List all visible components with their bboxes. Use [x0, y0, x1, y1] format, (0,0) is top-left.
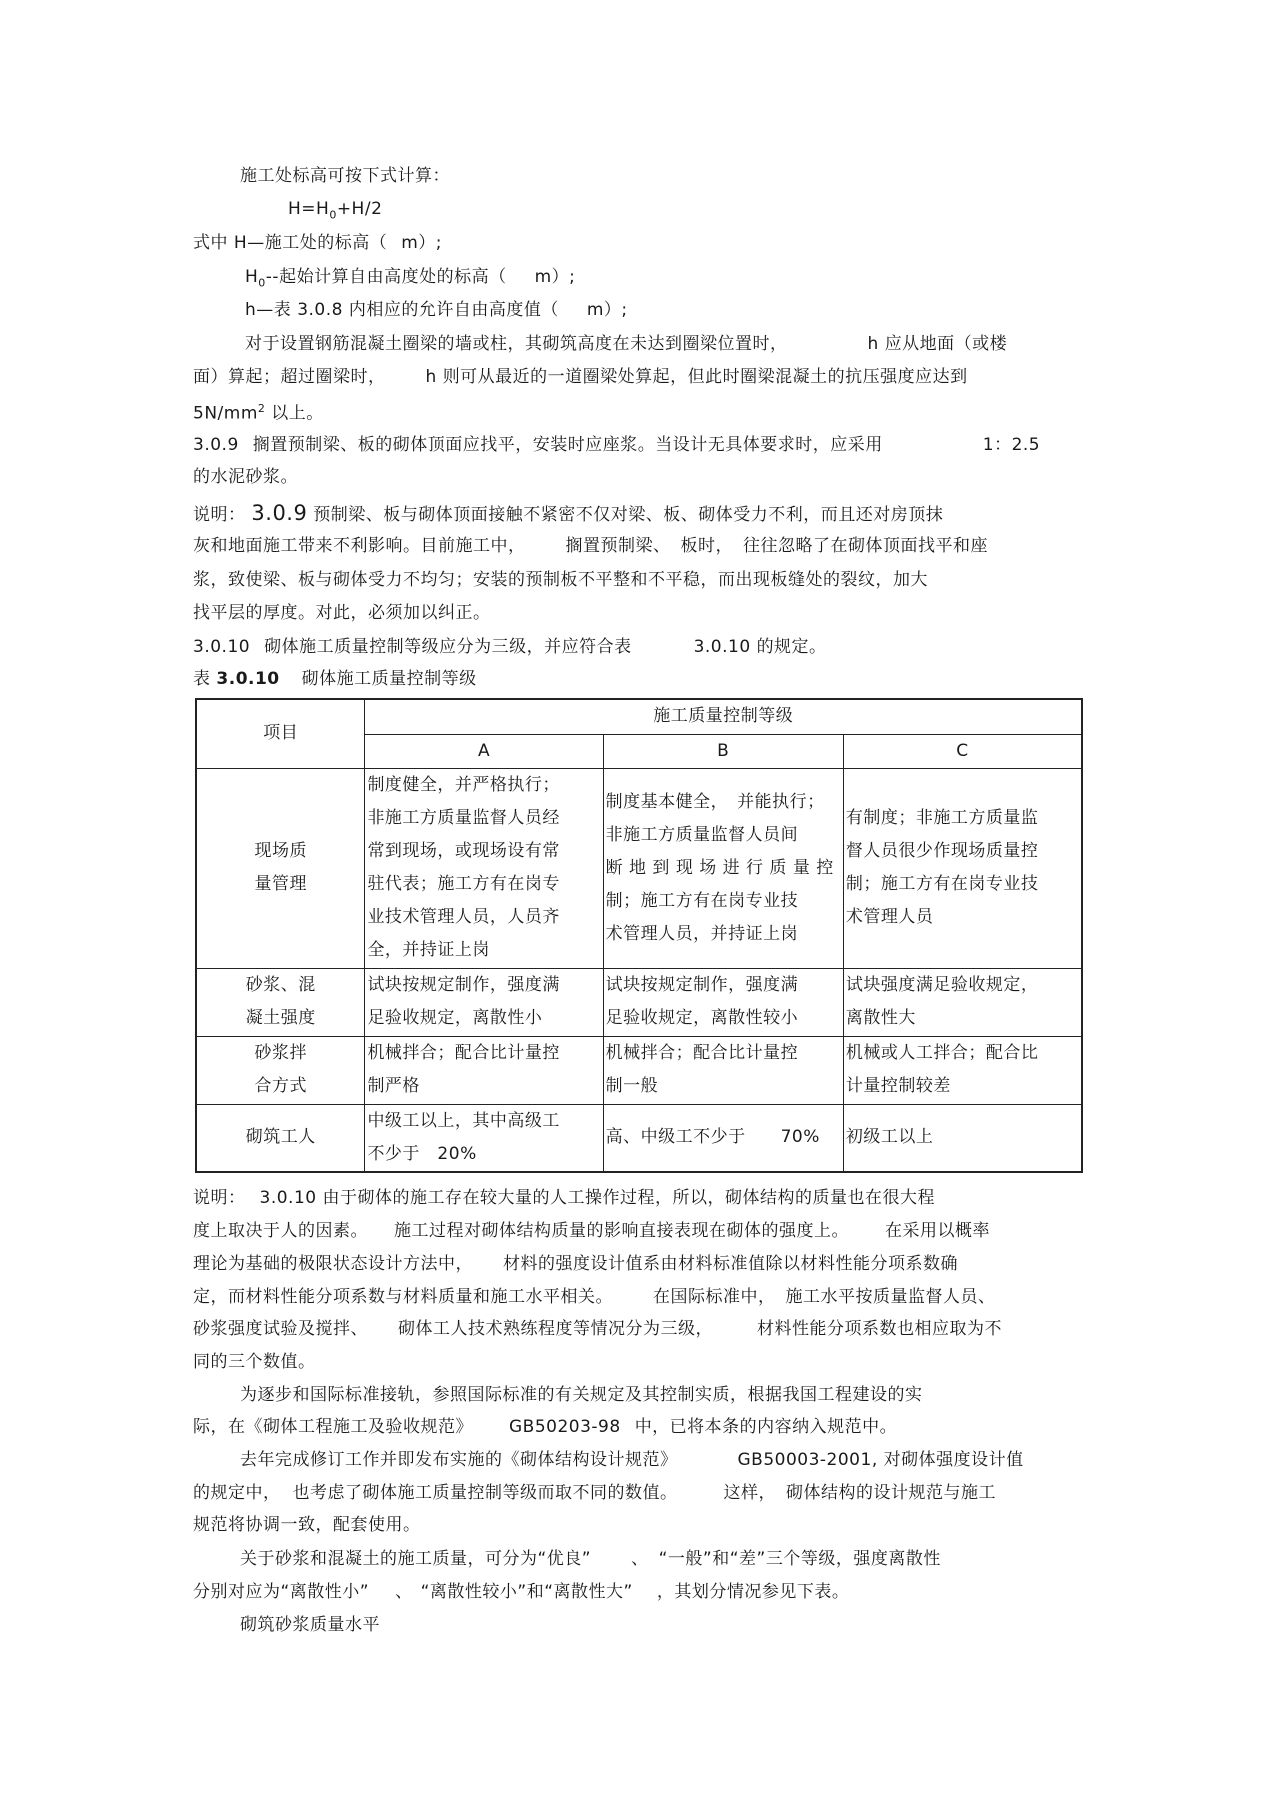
text: “离散性较小”和“离散性大” — [420, 1582, 633, 1602]
text: 搁置预制梁、板的砌体顶面应找平，安装时应座浆。当设计无具体要求时，应采用 — [252, 435, 883, 455]
formula — [288, 198, 382, 226]
text: 试块按规定制作，强度满 — [367, 975, 560, 995]
text: 预制梁、板与砌体顶面接触不紧密不仅对梁、板、砌体受力不利，而且还对房顶抹 — [313, 505, 944, 525]
text: 砌体工人技术熟练程度等情况分为三级， — [398, 1319, 713, 1339]
text-line — [193, 466, 298, 488]
text: 同的三个数值。 — [193, 1352, 316, 1372]
text: 的规定。 — [756, 637, 827, 657]
text: 规范将协调一致，配套使用。 — [193, 1515, 421, 1535]
text: H — [245, 267, 259, 287]
cell-b — [603, 1104, 843, 1172]
cell-c — [843, 768, 1082, 968]
cell-b — [603, 1036, 843, 1104]
cell-a — [365, 1104, 603, 1172]
text-line — [193, 569, 928, 591]
text: 搁置预制梁、 — [565, 536, 671, 556]
text-line — [245, 299, 628, 321]
text: +H/2 — [336, 199, 383, 219]
text-line — [193, 434, 1040, 456]
text-line — [240, 1614, 380, 1636]
text-line — [245, 266, 575, 294]
text: 试块强度满足验收规定， — [845, 975, 1039, 995]
cell-c — [843, 1104, 1082, 1172]
table-row — [196, 968, 1082, 1036]
text: 施工过程对砌体结构质量的影响直接表现在砌体的强度上。 — [394, 1221, 849, 1241]
text: 断 地 到 现 场 进 行 质 量 控 — [605, 857, 834, 878]
text: 这样， — [723, 1483, 776, 1503]
cell-c — [843, 1036, 1082, 1104]
text-line — [240, 1548, 941, 1570]
subscript: 0 — [258, 276, 266, 290]
text: 在国际标准中， — [653, 1287, 776, 1307]
text: 浆，致使梁、板与砌体受力不均匀；安装的预制板不平整和不平稳，而出现板缝处的裂纹，加大 — [193, 570, 928, 590]
text: 足验收规定，离散性小 — [367, 1008, 543, 1028]
text: 合方式 — [254, 1076, 307, 1096]
cell-c — [843, 968, 1082, 1036]
text-line — [245, 333, 1007, 355]
text: 有制度；非施工方质量监 — [845, 808, 1039, 828]
text: 机械或人工拌合；配合比 — [845, 1043, 1039, 1063]
text-line — [193, 1318, 1002, 1340]
text: “一般”和“差”三个等级，强度离散性 — [658, 1549, 941, 1569]
text: 督人员很少作现场质量控 — [845, 841, 1039, 861]
text: 、 — [631, 1549, 649, 1569]
text: 足验收规定，离散性较小 — [605, 1008, 799, 1028]
text: 非施工方质量监督人员经 — [367, 808, 560, 828]
text: 去年完成修订工作并即发布实施的《砌体结构设计规范》 — [240, 1450, 678, 1470]
table-row — [196, 1036, 1082, 1104]
text-line — [193, 1253, 958, 1275]
header-group: 施工质量控制等级 — [365, 699, 1082, 734]
text: m）; — [586, 300, 628, 320]
text: 表 — [193, 669, 211, 689]
text: 3.0.10 — [193, 637, 251, 657]
quality-control-table — [195, 698, 1083, 1173]
text: 计量控制较差 — [845, 1076, 951, 1096]
text: 常到现场，或现场设有常 — [367, 841, 560, 861]
text-line — [193, 502, 943, 526]
text-line — [240, 1384, 923, 1406]
cell-b — [603, 768, 843, 968]
text: 往往忽略了在砌体顶面找平和座 — [743, 536, 988, 556]
text: 3.0.10 — [216, 669, 280, 689]
text-line — [193, 366, 968, 388]
text: H—施工处的标高（ — [233, 233, 388, 253]
text: 内相应的允许自由高度值（ — [348, 300, 559, 320]
header-b: B — [603, 734, 843, 768]
text: 材料性能分项系数也相应取为不 — [757, 1319, 1002, 1339]
text: 砌筑工人 — [245, 1127, 316, 1148]
text: 初级工以上 — [845, 1127, 934, 1148]
text: 中级工以上，其中高级工 — [367, 1110, 560, 1131]
text-line — [193, 1482, 996, 1504]
text: --起始计算自由高度处的标高（ — [265, 267, 507, 287]
text: 砌筑砂浆质量水平 — [240, 1615, 380, 1635]
text: 制；施工方有在岗专业技 — [845, 874, 1039, 894]
text: 以上。 — [271, 403, 324, 424]
text: 砂浆强度试验及搅拌、 — [193, 1319, 368, 1339]
text: 灰和地面施工带来不利影响。目前施工中， — [193, 536, 526, 556]
text: 说明： — [193, 1188, 246, 1208]
text: 3.0.10 — [259, 1188, 317, 1208]
text: 3.0.10 — [693, 637, 751, 657]
text: 制度基本健全， 并能执行； — [605, 791, 825, 812]
text: 3.0.8 — [297, 300, 343, 320]
text: 关于砂浆和混凝土的施工质量，可分为“优良” — [240, 1549, 592, 1569]
item-cell — [196, 1104, 365, 1172]
text-line — [193, 535, 988, 557]
text: 术管理人员 — [845, 907, 934, 927]
item-cell — [196, 768, 365, 968]
text: 砌体施工质量控制等级应分为三级，并应符合表 — [264, 637, 632, 657]
text: 的规定中， — [193, 1483, 281, 1503]
text: 式中 — [193, 233, 228, 253]
text: 对于设置钢筋混凝土圈梁的墙或柱，其砌筑高度在未达到圈梁位置时， — [245, 334, 788, 354]
text: h — [867, 334, 879, 354]
text: 也考虑了砌体施工质量控制等级而取不同的数值。 — [292, 1483, 678, 1503]
text: 在采用以概率 — [885, 1221, 990, 1241]
text: 3.0.9 — [251, 501, 308, 525]
text: 机械拌合；配合比计量控 — [605, 1043, 799, 1063]
text: 业技术管理人员，人员齐 — [367, 907, 560, 927]
text: 定，而材料性能分项系数与材料质量和施工水平相关。 — [193, 1287, 613, 1307]
table-header-row — [196, 699, 1082, 734]
text: GB50203-98 — [509, 1417, 621, 1437]
text: 驻代表；施工方有在岗专 — [367, 874, 560, 894]
text-line — [193, 1220, 990, 1242]
text: m）; — [534, 267, 576, 287]
text: 说明： — [193, 505, 246, 525]
text: GB50003-2001 — [737, 1450, 872, 1470]
text-line — [193, 1581, 849, 1603]
text: 中，已将本条的内容纳入规范中。 — [634, 1417, 898, 1437]
text: 面）算起；超过圈梁时， — [193, 367, 386, 387]
text: 砂浆拌 — [254, 1043, 307, 1063]
text: 砂浆、混 — [245, 975, 316, 995]
item-cell — [196, 968, 365, 1036]
text: 全，并持证上岗 — [367, 940, 490, 960]
text-line — [240, 1449, 1024, 1471]
text: 际，在《砌体工程施工及验收规范》 — [193, 1417, 473, 1437]
text-line — [193, 1286, 996, 1308]
text-line — [193, 1416, 897, 1438]
text: 、 — [395, 1582, 413, 1602]
text: 砌体结构的设计规范与施工 — [786, 1483, 996, 1503]
text: 制度健全，并严格执行； — [367, 775, 560, 795]
text: 砌体施工质量控制等级 — [301, 669, 477, 689]
cell-b — [603, 968, 843, 1036]
text: 高、中级工不少于 70% — [605, 1127, 820, 1148]
text: 找平层的厚度。对此，必须加以纠正。 — [193, 603, 491, 623]
text: , 对砌体强度设计值 — [871, 1450, 1024, 1470]
text: 则可从最近的一道圈梁处算起，但此时圈梁混凝土的抗压强度应达到 — [442, 367, 968, 387]
text: ，其划分情况参见下表。 — [656, 1582, 850, 1602]
cell-a — [365, 1036, 603, 1104]
text: h — [425, 367, 437, 387]
text-line — [193, 1187, 935, 1209]
text-line — [193, 602, 491, 624]
text: 离散性大 — [845, 1008, 916, 1028]
text: 凝土强度 — [245, 1008, 316, 1028]
text: 材料的强度设计值系由材料标准值除以材料性能分项系数确 — [503, 1254, 958, 1274]
text: 5N/mm — [193, 403, 258, 424]
text: 板时， — [680, 536, 733, 556]
text: m）; — [401, 233, 442, 253]
text: 为逐步和国际标准接轨，参照国际标准的有关规定及其控制实质，根据我国工程建设的实 — [240, 1385, 923, 1405]
text: 机械拌合；配合比计量控 — [367, 1043, 560, 1063]
text-line — [193, 232, 442, 254]
text: 的水泥砂浆。 — [193, 467, 298, 487]
text: 术管理人员，并持证上岗 — [605, 923, 799, 944]
text: 制严格 — [367, 1076, 420, 1096]
text-line — [193, 1514, 421, 1536]
text-line — [193, 398, 324, 425]
text: 1：2.5 — [982, 435, 1041, 455]
text-line — [193, 636, 827, 658]
text: 不少于 20% — [367, 1143, 477, 1164]
header-item: 项目 — [196, 699, 365, 768]
subscript: 0 — [329, 208, 337, 222]
table-row — [196, 768, 1082, 968]
table-row — [196, 1104, 1082, 1172]
cell-a — [365, 768, 603, 968]
text: 非施工方质量监督人员间 — [605, 824, 799, 845]
text: 现场质 — [254, 841, 307, 861]
text: H=H — [288, 199, 330, 219]
table-caption — [193, 668, 477, 690]
text: 试块按规定制作，强度满 — [605, 975, 799, 995]
text: 由于砌体的施工存在较大量的人工操作过程，所以，砌体结构的质量也在很大程 — [322, 1188, 935, 1208]
text: 度上取决于人的因素。 — [193, 1221, 368, 1241]
header-a: A — [365, 734, 603, 768]
text: h—表 — [245, 300, 292, 320]
text: 施工处标高可按下式计算： — [240, 166, 450, 186]
text: 分别对应为“离散性小” — [193, 1582, 370, 1602]
text: 量管理 — [254, 874, 307, 894]
cell-a — [365, 968, 603, 1036]
item-cell — [196, 1036, 365, 1104]
header-c: C — [843, 734, 1082, 768]
text: 3.0.9 — [193, 435, 239, 455]
text: 应从地面（或楼 — [884, 334, 1008, 354]
text: 理论为基础的极限状态设计方法中， — [193, 1254, 473, 1274]
text-line — [240, 165, 450, 187]
superscript: 2 — [257, 402, 266, 415]
text: 施工水平按质量监督人员、 — [785, 1287, 996, 1307]
text: 制；施工方有在岗专业技 — [605, 890, 799, 911]
text-line — [193, 1351, 316, 1373]
text: 制一般 — [605, 1076, 659, 1096]
